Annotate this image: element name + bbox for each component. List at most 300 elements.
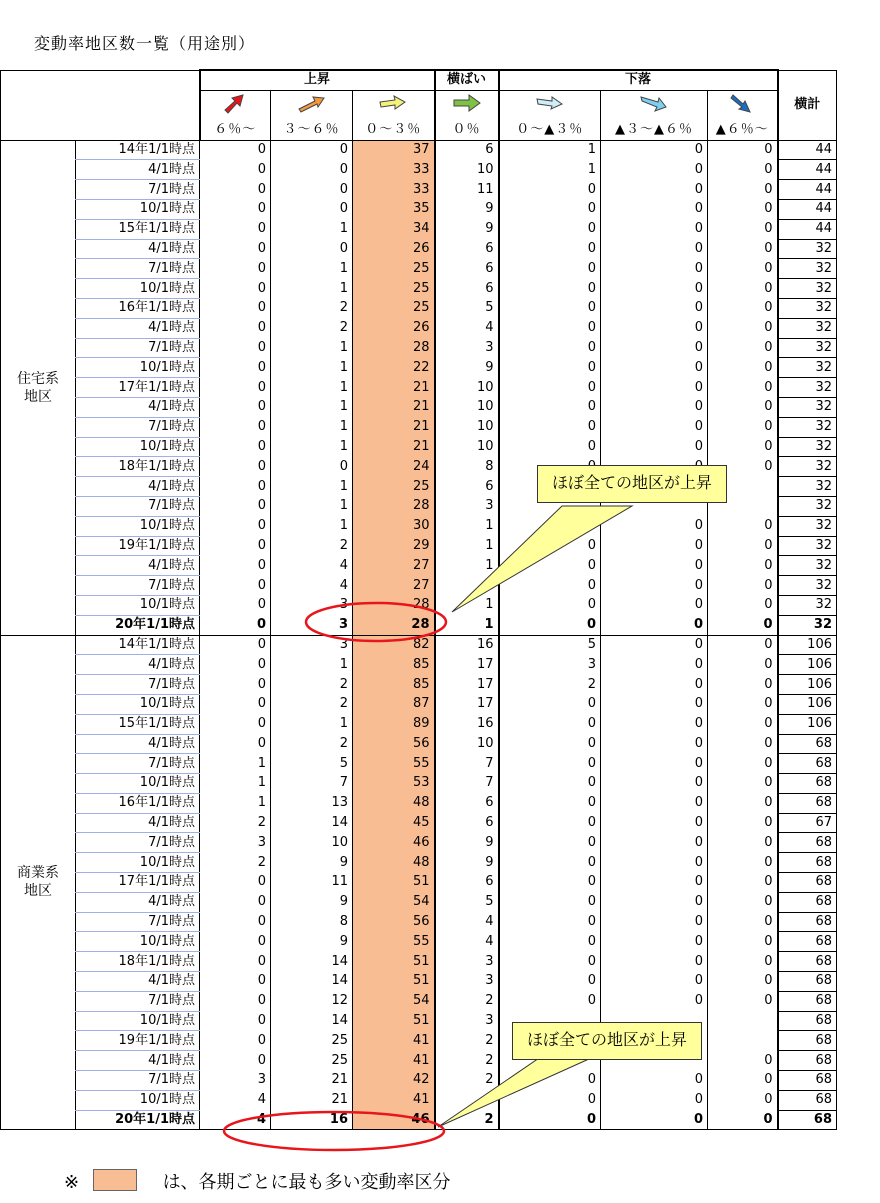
value-cell: 0 <box>708 180 778 200</box>
value-cell: 0 <box>499 694 601 714</box>
row-label: 7/1時点 <box>76 338 200 358</box>
value-cell: 28 <box>353 595 435 615</box>
value-cell: 0 <box>601 1110 708 1130</box>
value-cell: 48 <box>353 853 435 873</box>
value-cell: 10 <box>435 397 499 417</box>
value-cell: 0 <box>200 556 271 576</box>
value-cell: 3 <box>200 1071 271 1091</box>
row-label: 16年1/1時点 <box>76 298 200 318</box>
value-cell: 29 <box>353 536 435 556</box>
row-label: 10/1時点 <box>76 774 200 794</box>
value-cell: 2 <box>271 734 353 754</box>
row-label: 19年1/1時点 <box>76 536 200 556</box>
value-cell: 0 <box>601 932 708 952</box>
total-cell: 106 <box>778 655 837 675</box>
row-label: 4/1時点 <box>76 397 200 417</box>
value-cell: 1 <box>271 516 353 536</box>
callout-pointer <box>452 506 632 612</box>
page-title: 変動率地区数一覧（用途別） <box>34 34 256 53</box>
value-cell: 0 <box>708 397 778 417</box>
total-cell: 32 <box>778 378 837 398</box>
value-cell: 0 <box>271 140 353 160</box>
value-cell: 2 <box>271 694 353 714</box>
value-cell: 0 <box>601 239 708 259</box>
value-cell: 1 <box>271 279 353 299</box>
value-cell: 0 <box>708 853 778 873</box>
total-cell: 32 <box>778 516 837 536</box>
value-cell: 41 <box>353 1031 435 1051</box>
value-cell: 85 <box>353 655 435 675</box>
value-cell: 34 <box>353 219 435 239</box>
value-cell: 0 <box>499 892 601 912</box>
value-cell: 1 <box>499 140 601 160</box>
value-cell: 0 <box>601 516 708 536</box>
value-cell: 0 <box>499 932 601 952</box>
value-cell: 1 <box>271 655 353 675</box>
value-cell: 0 <box>499 1110 601 1130</box>
value-cell: 0 <box>499 833 601 853</box>
value-cell: 0 <box>708 239 778 259</box>
value-cell: 0 <box>708 219 778 239</box>
value-cell: 0 <box>499 714 601 734</box>
value-cell: 0 <box>708 279 778 299</box>
value-cell: 10 <box>435 378 499 398</box>
row-label: 10/1時点 <box>76 437 200 457</box>
value-cell: 0 <box>708 417 778 437</box>
value-cell: 0 <box>499 279 601 299</box>
total-cell: 106 <box>778 635 837 655</box>
value-cell: 0 <box>200 1051 271 1071</box>
value-cell: 9 <box>435 833 499 853</box>
row-label: 20年1/1時点 <box>76 615 200 635</box>
value-cell: 51 <box>353 873 435 893</box>
value-cell: 0 <box>601 991 708 1011</box>
value-cell: 0 <box>708 576 778 596</box>
value-cell: 24 <box>353 457 435 477</box>
value-cell: 6 <box>435 279 499 299</box>
value-cell: 1 <box>271 378 353 398</box>
value-cell: 11 <box>271 873 353 893</box>
value-cell: 87 <box>353 694 435 714</box>
value-cell: 0 <box>601 793 708 813</box>
value-cell: 3 <box>271 615 353 635</box>
value-cell: 1 <box>271 714 353 734</box>
value-cell: 54 <box>353 892 435 912</box>
value-cell: 0 <box>708 892 778 912</box>
value-cell: 21 <box>271 1090 353 1110</box>
highlight-swatch <box>93 1169 137 1191</box>
value-cell: 5 <box>435 298 499 318</box>
header-fall: 下落 <box>499 70 778 90</box>
value-cell: 0 <box>601 259 708 279</box>
value-cell: 0 <box>499 556 601 576</box>
value-cell: 0 <box>708 754 778 774</box>
value-cell: 0 <box>601 298 708 318</box>
value-cell: 14 <box>271 972 353 992</box>
total-cell: 68 <box>778 972 837 992</box>
total-cell: 68 <box>778 1031 837 1051</box>
value-cell: 41 <box>353 1090 435 1110</box>
total-cell: 32 <box>778 279 837 299</box>
value-cell: 0 <box>271 199 353 219</box>
total-cell: 106 <box>778 714 837 734</box>
total-cell: 32 <box>778 457 837 477</box>
value-cell: 0 <box>200 536 271 556</box>
value-cell: 0 <box>499 793 601 813</box>
value-cell: 0 <box>601 437 708 457</box>
row-label: 4/1時点 <box>76 813 200 833</box>
value-cell: 0 <box>200 180 271 200</box>
value-cell: 0 <box>601 734 708 754</box>
value-cell: 10 <box>271 833 353 853</box>
value-cell: 1 <box>271 219 353 239</box>
row-label: 10/1時点 <box>76 932 200 952</box>
value-cell: 3 <box>435 972 499 992</box>
value-cell: 0 <box>708 635 778 655</box>
value-cell: 0 <box>708 734 778 754</box>
value-cell: 0 <box>601 754 708 774</box>
value-cell: 0 <box>499 734 601 754</box>
value-cell: 13 <box>271 793 353 813</box>
value-cell: 0 <box>200 279 271 299</box>
value-cell: 0 <box>601 318 708 338</box>
value-cell: 2 <box>435 1110 499 1130</box>
value-cell: 10 <box>435 417 499 437</box>
value-cell: 0 <box>200 318 271 338</box>
value-cell: 1 <box>435 516 499 536</box>
value-cell: 0 <box>708 1051 778 1071</box>
total-cell: 32 <box>778 536 837 556</box>
value-cell: 10 <box>435 734 499 754</box>
value-cell: 0 <box>200 140 271 160</box>
total-cell: 68 <box>778 833 837 853</box>
value-cell: 0 <box>708 259 778 279</box>
value-cell: 0 <box>200 199 271 219</box>
callout-box: ほぼ全ての地区が上昇 <box>512 1022 702 1060</box>
value-cell: 0 <box>499 1071 601 1091</box>
value-cell: 9 <box>435 199 499 219</box>
total-cell: 68 <box>778 793 837 813</box>
row-label: 17年1/1時点 <box>76 378 200 398</box>
value-cell: 0 <box>708 1110 778 1130</box>
value-cell: 1 <box>271 496 353 516</box>
value-cell: 0 <box>601 912 708 932</box>
row-label: 10/1時点 <box>76 199 200 219</box>
value-cell: 56 <box>353 912 435 932</box>
total-cell: 68 <box>778 853 837 873</box>
row-label: 18年1/1時点 <box>76 457 200 477</box>
value-cell: 1 <box>271 437 353 457</box>
total-cell: 68 <box>778 1110 837 1130</box>
value-cell: 0 <box>708 675 778 695</box>
value-cell: 28 <box>353 496 435 516</box>
value-cell: 0 <box>200 477 271 497</box>
total-cell: 32 <box>778 318 837 338</box>
total-cell: 32 <box>778 239 837 259</box>
value-cell: 42 <box>353 1071 435 1091</box>
value-cell: 21 <box>353 397 435 417</box>
row-label: 16年1/1時点 <box>76 793 200 813</box>
value-cell: 14 <box>271 813 353 833</box>
value-cell: 0 <box>200 576 271 596</box>
value-cell: 0 <box>271 160 353 180</box>
value-cell: 0 <box>601 199 708 219</box>
value-cell: 0 <box>708 318 778 338</box>
header-range: ▲３～▲６％ <box>601 121 708 140</box>
value-cell: 45 <box>353 813 435 833</box>
total-cell: 44 <box>778 140 837 160</box>
row-label: 10/1時点 <box>76 358 200 378</box>
value-cell: 4 <box>435 932 499 952</box>
value-cell: 0 <box>499 397 601 417</box>
value-cell: 6 <box>435 140 499 160</box>
value-cell: 0 <box>499 437 601 457</box>
row-label: 15年1/1時点 <box>76 714 200 734</box>
value-cell: 1 <box>435 615 499 635</box>
value-cell: 0 <box>601 675 708 695</box>
value-cell: 0 <box>601 952 708 972</box>
value-cell: 0 <box>708 437 778 457</box>
value-cell: 30 <box>353 516 435 536</box>
value-cell: 0 <box>200 338 271 358</box>
value-cell: 0 <box>200 912 271 932</box>
total-cell: 68 <box>778 1090 837 1110</box>
value-cell: 0 <box>708 556 778 576</box>
value-cell: 17 <box>435 675 499 695</box>
header-range: ０％ <box>435 121 499 140</box>
total-cell: 32 <box>778 576 837 596</box>
value-cell: 0 <box>601 615 708 635</box>
value-cell: 6 <box>435 813 499 833</box>
value-cell: 0 <box>200 635 271 655</box>
value-cell: 0 <box>200 457 271 477</box>
value-cell: 7 <box>435 754 499 774</box>
value-cell: 11 <box>435 180 499 200</box>
value-cell: 1 <box>271 338 353 358</box>
value-cell: 0 <box>200 595 271 615</box>
value-cell: 1 <box>200 754 271 774</box>
header-range: ▲６％～ <box>708 121 778 140</box>
value-cell: 0 <box>499 912 601 932</box>
highlight-circle <box>224 1112 444 1150</box>
value-cell: 0 <box>601 655 708 675</box>
value-cell: 12 <box>271 991 353 1011</box>
total-cell: 67 <box>778 813 837 833</box>
total-cell: 68 <box>778 873 837 893</box>
value-cell: 1 <box>435 556 499 576</box>
value-cell: 0 <box>601 358 708 378</box>
row-label: 4/1時点 <box>76 477 200 497</box>
value-cell: 16 <box>435 714 499 734</box>
value-cell: 0 <box>601 714 708 734</box>
value-cell: 0 <box>708 793 778 813</box>
value-cell: 1 <box>200 774 271 794</box>
row-label: 19年1/1時点 <box>76 1031 200 1051</box>
value-cell: 0 <box>499 991 601 1011</box>
value-cell: 0 <box>499 576 601 596</box>
value-cell: 0 <box>708 655 778 675</box>
value-cell: 1 <box>271 397 353 417</box>
value-cell: 0 <box>499 615 601 635</box>
value-cell: 0 <box>601 140 708 160</box>
total-cell: 32 <box>778 496 837 516</box>
footnote-mark: ※ <box>64 1172 80 1193</box>
value-cell: 0 <box>708 160 778 180</box>
header-range: ６％～ <box>200 121 271 140</box>
value-cell: 0 <box>708 694 778 714</box>
value-cell: 35 <box>353 199 435 219</box>
row-label: 7/1時点 <box>76 417 200 437</box>
value-cell: 0 <box>200 358 271 378</box>
value-cell: 33 <box>353 160 435 180</box>
value-cell: 6 <box>435 477 499 497</box>
row-label: 14年1/1時点 <box>76 140 200 160</box>
value-cell: 21 <box>271 1071 353 1091</box>
value-cell: 0 <box>708 1090 778 1110</box>
row-label: 4/1時点 <box>76 160 200 180</box>
value-cell: 3 <box>435 496 499 516</box>
footnote-text: は、各期ごとに最も多い変動率区分 <box>162 1172 451 1193</box>
value-cell: 5 <box>271 754 353 774</box>
value-cell: 0 <box>200 675 271 695</box>
row-label: 10/1時点 <box>76 853 200 873</box>
value-cell: 27 <box>353 556 435 576</box>
value-cell: 14 <box>271 952 353 972</box>
value-cell: 25 <box>271 1031 353 1051</box>
row-label: 14年1/1時点 <box>76 635 200 655</box>
value-cell: 0 <box>499 239 601 259</box>
value-cell: 0 <box>200 991 271 1011</box>
value-cell: 0 <box>601 833 708 853</box>
total-cell: 32 <box>778 615 837 635</box>
value-cell: 0 <box>200 160 271 180</box>
value-cell: 2 <box>435 1071 499 1091</box>
total-cell: 68 <box>778 991 837 1011</box>
value-cell: 0 <box>601 556 708 576</box>
total-cell: 44 <box>778 199 837 219</box>
value-cell: 17 <box>435 694 499 714</box>
value-cell: 2 <box>271 536 353 556</box>
value-cell: 3 <box>271 595 353 615</box>
value-cell: 22 <box>353 358 435 378</box>
value-cell: 5 <box>499 635 601 655</box>
category-label-line: 住宅系 <box>17 370 59 387</box>
row-label: 10/1時点 <box>76 694 200 714</box>
value-cell: 0 <box>708 972 778 992</box>
category-label-line: 地区 <box>24 388 52 405</box>
value-cell: 25 <box>353 298 435 318</box>
value-cell: 9 <box>271 853 353 873</box>
total-cell: 32 <box>778 358 837 378</box>
value-cell: 0 <box>499 358 601 378</box>
value-cell: 0 <box>499 298 601 318</box>
value-cell: 0 <box>708 615 778 635</box>
value-cell: 55 <box>353 932 435 952</box>
value-cell: 0 <box>200 298 271 318</box>
value-cell: 4 <box>271 576 353 596</box>
value-cell: 0 <box>200 714 271 734</box>
total-cell: 32 <box>778 397 837 417</box>
value-cell: 46 <box>353 1110 435 1130</box>
value-cell: 26 <box>353 318 435 338</box>
value-cell: 1 <box>271 259 353 279</box>
value-cell: 0 <box>499 972 601 992</box>
row-label: 10/1時点 <box>76 1011 200 1031</box>
value-cell: 1 <box>271 477 353 497</box>
value-cell: 25 <box>353 477 435 497</box>
value-cell: 16 <box>271 1110 353 1130</box>
total-cell: 32 <box>778 298 837 318</box>
value-cell: 0 <box>499 813 601 833</box>
value-cell: 0 <box>601 813 708 833</box>
value-cell: 0 <box>200 259 271 279</box>
value-cell: 0 <box>499 180 601 200</box>
value-cell: 0 <box>601 595 708 615</box>
value-cell: 0 <box>200 417 271 437</box>
value-cell: 0 <box>200 219 271 239</box>
row-label: 4/1時点 <box>76 556 200 576</box>
header-total: 横計 <box>778 70 837 140</box>
value-cell: 0 <box>708 1071 778 1091</box>
value-cell: 25 <box>271 1051 353 1071</box>
row-label: 20年1/1時点 <box>76 1110 200 1130</box>
value-cell: 2 <box>200 813 271 833</box>
value-cell: 0 <box>601 635 708 655</box>
row-label: 15年1/1時点 <box>76 219 200 239</box>
value-cell: 56 <box>353 734 435 754</box>
row-label: 4/1時点 <box>76 318 200 338</box>
total-cell: 68 <box>778 1051 837 1071</box>
value-cell: 6 <box>435 259 499 279</box>
value-cell: 0 <box>601 853 708 873</box>
value-cell: 9 <box>435 853 499 873</box>
value-cell: 6 <box>435 239 499 259</box>
value-cell: 3 <box>435 338 499 358</box>
value-cell: 0 <box>601 180 708 200</box>
row-label: 18年1/1時点 <box>76 952 200 972</box>
total-cell: 32 <box>778 259 837 279</box>
total-cell: 32 <box>778 556 837 576</box>
value-cell: 2 <box>271 318 353 338</box>
header-rise: 上昇 <box>200 70 435 90</box>
value-cell: 0 <box>708 952 778 972</box>
value-cell: 0 <box>601 1090 708 1110</box>
total-cell: 106 <box>778 675 837 695</box>
value-cell: 4 <box>435 318 499 338</box>
value-cell: 51 <box>353 1011 435 1031</box>
value-cell: 3 <box>435 952 499 972</box>
total-cell: 68 <box>778 754 837 774</box>
total-cell: 44 <box>778 160 837 180</box>
value-cell: 0 <box>601 774 708 794</box>
value-cell: 0 <box>499 259 601 279</box>
value-cell: 0 <box>200 378 271 398</box>
row-label: 4/1時点 <box>76 892 200 912</box>
value-cell: 25 <box>353 279 435 299</box>
value-cell: 0 <box>499 754 601 774</box>
total-cell: 32 <box>778 477 837 497</box>
value-cell: 0 <box>499 219 601 239</box>
value-cell: 0 <box>200 892 271 912</box>
total-cell: 68 <box>778 932 837 952</box>
value-cell: 0 <box>200 397 271 417</box>
row-label: 7/1時点 <box>76 833 200 853</box>
value-cell: 0 <box>499 952 601 972</box>
value-cell: 0 <box>708 714 778 734</box>
value-cell: 2 <box>499 675 601 695</box>
value-cell: 7 <box>435 774 499 794</box>
value-cell: 37 <box>353 140 435 160</box>
